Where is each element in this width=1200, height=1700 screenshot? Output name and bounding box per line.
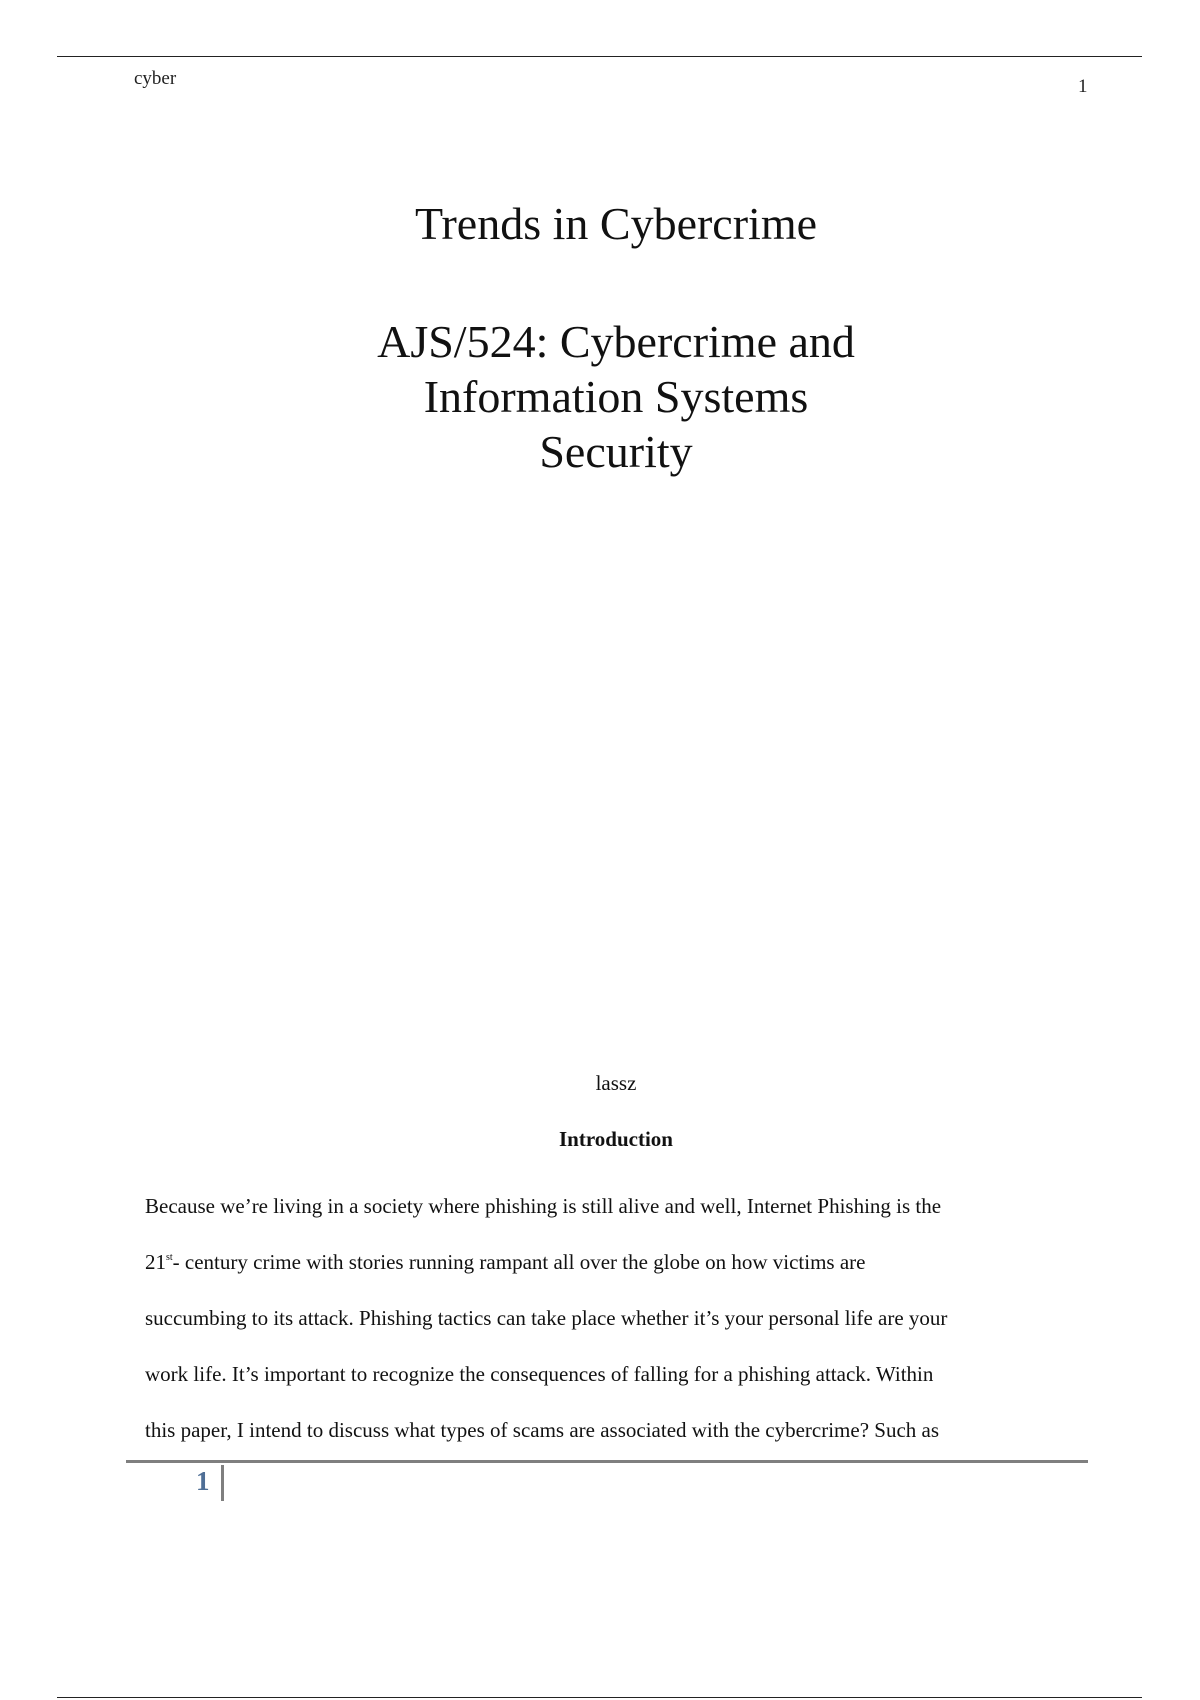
body-paragraph	[145, 1178, 1085, 1458]
running-head: cyber	[134, 68, 177, 89]
paragraph-line: succumbing to its attack. Phishing tactics can take place whether it’s your personal life are your	[145, 1306, 948, 1330]
header-rule	[57, 56, 1142, 57]
section-heading: Introduction	[559, 1127, 673, 1151]
paragraph-line	[145, 1234, 1085, 1290]
course-title-line: Information Systems	[423, 371, 809, 422]
footer-rule	[126, 1460, 1088, 1463]
footer-divider	[221, 1465, 224, 1501]
page-bottom-rule	[57, 1697, 1142, 1698]
ordinal-number: 21	[145, 1250, 166, 1274]
course-title	[0, 314, 1200, 479]
paragraph-line: Because we’re living in a society where phishing is still alive and well, Internet Phishing is the	[145, 1194, 942, 1218]
course-title-line: AJS/524: Cybercrime and	[377, 316, 855, 367]
document-title: Trends in Cybercrime	[414, 198, 818, 249]
footer-page-number: 1	[196, 1466, 210, 1496]
ordinal-suffix: st	[166, 1252, 173, 1263]
paragraph-line: work life. It’s important to recognize the consequences of falling for a phishing attack. Within	[145, 1362, 934, 1386]
paragraph-line-rest: - century crime with stories running rampant all over the globe on how victims are	[172, 1250, 866, 1274]
paragraph-line: this paper, I intend to discuss what types of scams are associated with the cybercrime? Such as	[145, 1418, 940, 1442]
author-name: lassz	[595, 1071, 637, 1095]
course-title-line: Security	[539, 426, 693, 477]
header-page-number: 1	[1078, 76, 1088, 97]
